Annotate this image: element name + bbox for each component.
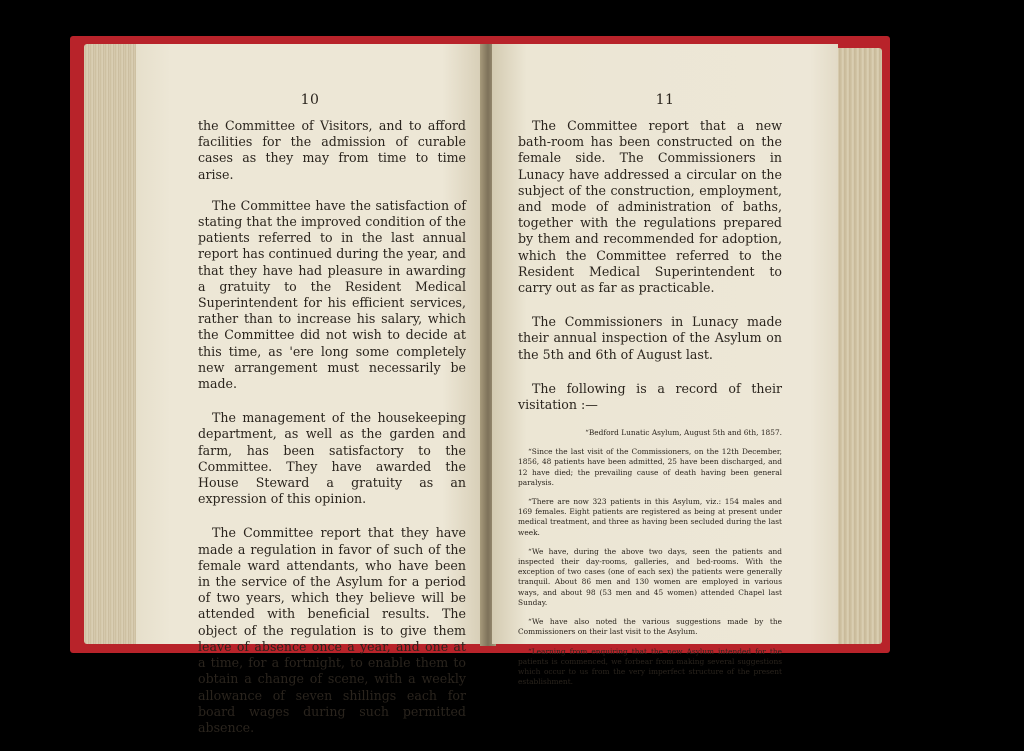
quote-paragraph: “Since the last visit of the Commissioners, on the 12th December, 1856, 48 patients have been admitted, 25 have been discharged, and 12 have died; the prevailing cause of death having been general paralysis. xyxy=(518,447,782,487)
paragraph: The Committee report that they have made a regulation in favor of such of the female ward attendants, who have been in the service of the Asylum for a period of two years, which they believe will be attended with beneficial results. The object of the regulation is to give them leave of absence once a year, and one at a time, for a fortnight, to enable them to obtain a change of scene, with a weekly allowance of seven shillings each for board wages during such permitted absence. xyxy=(198,525,466,735)
paragraph: The following is a record of their visitation :— xyxy=(518,380,782,413)
quote-heading: “Bedford Lunatic Asylum, August 5th and 6th, 1857. xyxy=(585,428,782,438)
page-number: 10 xyxy=(300,92,320,108)
page-body xyxy=(198,118,466,751)
paragraph: the Committee of Visitors, and to afford facilities for the admission of curable cases as they may from time to time arise. xyxy=(198,118,466,182)
right-page-edges xyxy=(836,48,882,644)
paragraph: The Commissioners in Lunacy made their annual inspection of the Asylum on the 5th and 6th of August last. xyxy=(518,314,782,362)
paragraph: The Committee report that a new bath-room has been constructed on the female side. The Commissioners in Lunacy have addressed a circular on the subject of the construction, employment, and mode of administration of baths, together with the regulations prepared by them and recommended for adoption, which the Committee referred to the Resident Medical Superintendent to carry out as far as practicable. xyxy=(518,118,782,296)
quote-paragraph: “Learning from enquiring that the new Asylum intended for the patients is commenced, we forbear from making several suggestions which occur to us from the very imperfect structure of the present establishment. xyxy=(518,646,782,687)
right-page xyxy=(492,44,838,687)
paragraph: The management of the housekeeping department, as well as the garden and farm, has been satisfactory to the Committee. They have awarded the House Steward a gratuity as an expression of this opinion. xyxy=(198,410,466,507)
paragraph: The Committee have the satisfaction of stating that the improved condition of the patients referred to in the last annual report has continued during the year, and that they have had pleasure in awarding a gratuity to the Resident Medical Superintendent for his efficient services, rather than to increase his salary, which the Committee did not wish to decide at this time, as 'ere long some completely new arrangement must necessarily be made. xyxy=(198,197,466,392)
left-page-edges xyxy=(84,44,140,644)
quote-paragraph: “We have, during the above two days, seen the patients and inspected their day-rooms, galleries, and bed-rooms. With the exception of two cases (one of each sex) the patients were generally tranquil. About 86 men and 130 women are employed in various ways, and about 98 (53 men and 45 women) attended Chapel last Sunday. xyxy=(518,546,782,607)
page-number: 11 xyxy=(655,92,675,108)
quote-paragraph: “There are now 323 patients in this Asylum, viz.: 154 males and 169 females. Eight patients are registered as being at present under medical treatment, and three as having been secluded during the last week. xyxy=(518,497,782,537)
left-page xyxy=(136,44,484,735)
page-body xyxy=(518,118,782,696)
quote-paragraph: “We have also noted the various suggestions made by the Commissioners on their last visit to the Asylum. xyxy=(518,617,782,637)
